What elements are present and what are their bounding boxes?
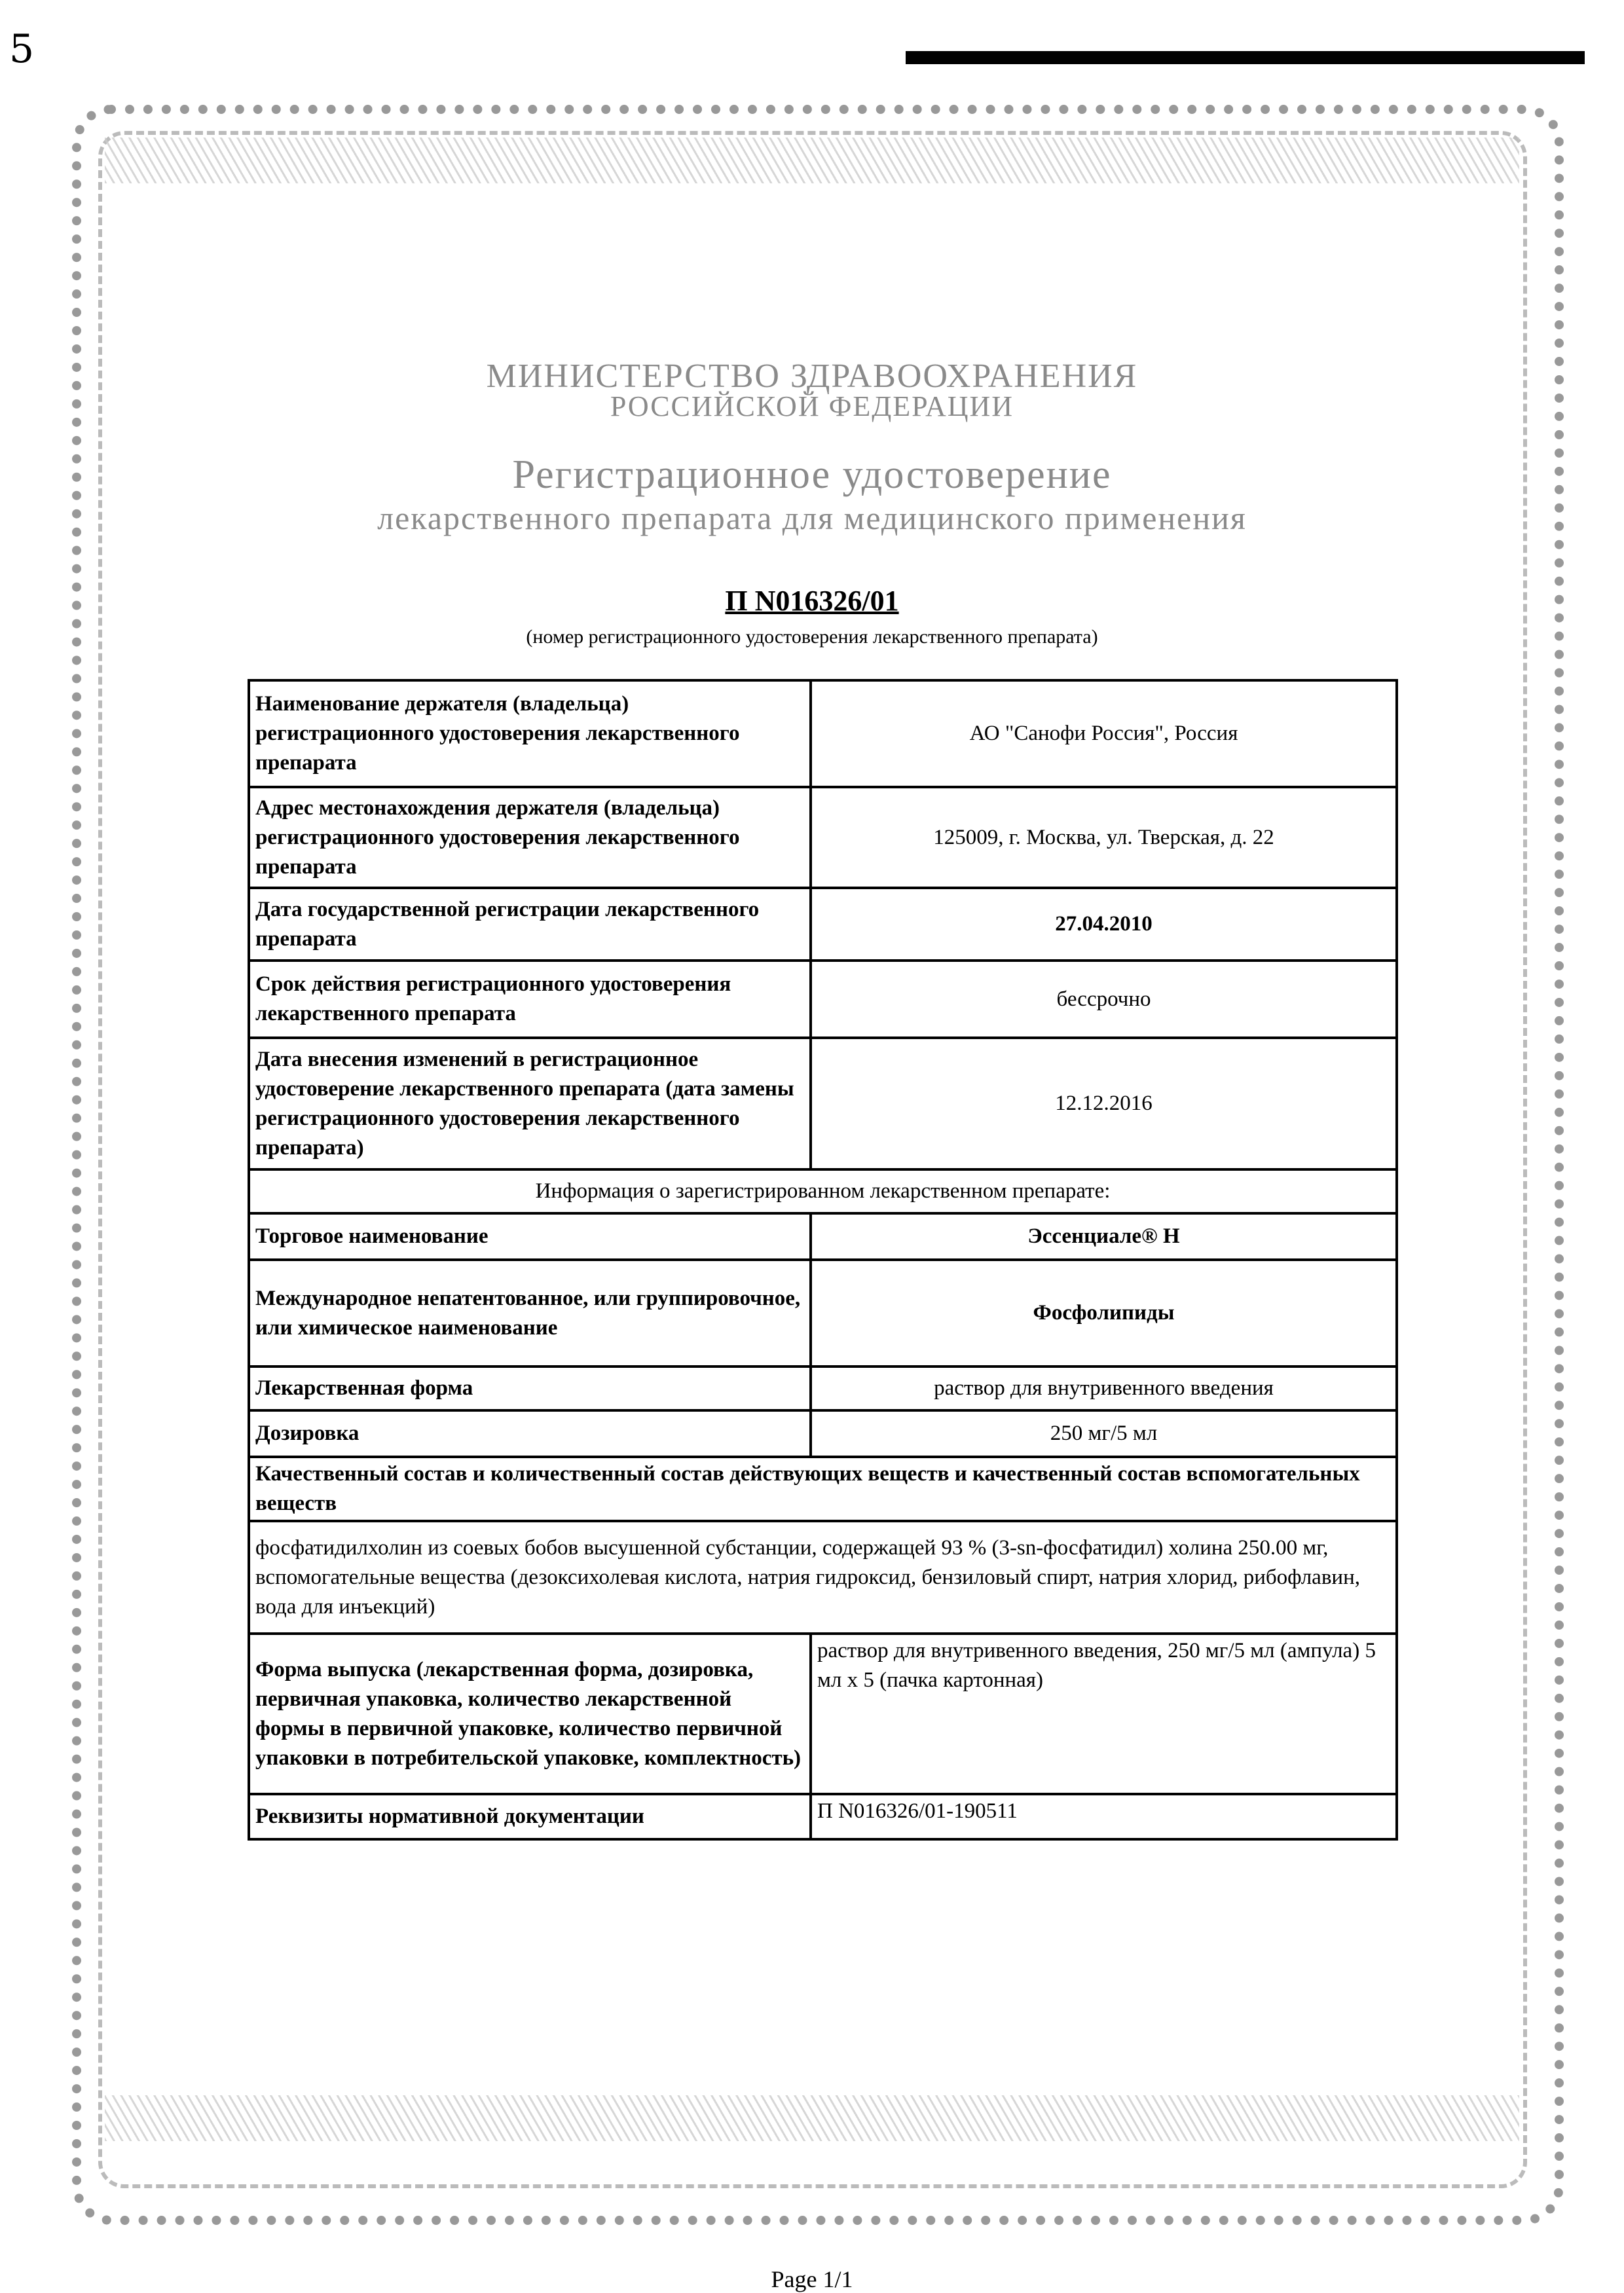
row-label: Адрес местонахождения держателя (владельца) регистрационного удостоверения лекарственного препарата (249, 787, 811, 888)
table-row (249, 1457, 1397, 1521)
row-label: Дата государственной регистрации лекарственного препарата (249, 888, 811, 961)
watermark-ministry: МИНИСТЕРСТВО ЗДРАВООХРАНЕНИЯ (486, 358, 1138, 395)
watermark-subtitle: лекарственного препарата для медицинского применения (377, 500, 1247, 536)
row-value: Фосфолипиды (811, 1260, 1397, 1367)
registration-number: П N016326/01 (725, 585, 899, 617)
table-row (249, 787, 1397, 888)
guilloche-band-top (105, 138, 1519, 183)
row-label: Наименование держателя (владельца) регистрационного удостоверения лекарственного препарата (249, 680, 811, 787)
row-label: Международное непатентованное, или группировочное, или химическое наименование (249, 1260, 811, 1367)
row-value: бессрочно (811, 961, 1397, 1038)
table-row (249, 1410, 1397, 1457)
row-value: раствор для внутривенного введения, 250 мг/5 мл (ампула) 5 мл х 5 (пачка картонная) (811, 1634, 1397, 1794)
table-row (249, 1521, 1397, 1634)
row-value: 12.12.2016 (811, 1038, 1397, 1169)
row-label: Дата внесения изменений в регистрационное удостоверение лекарственного препарата (дата замены регистрационного удостоверения лекарственного препарата) (249, 1038, 811, 1169)
row-label: Лекарственная форма (249, 1367, 811, 1410)
scan-edge-bar (906, 51, 1585, 64)
watermark-country: РОССИЙСКОЙ ФЕДЕРАЦИИ (610, 390, 1014, 422)
table-row (249, 1367, 1397, 1410)
row-label: Форма выпуска (лекарственная форма, дозировка, первичная упаковка, количество лекарственной формы в первичной упаковке, количество первичной упаковки в потребительской упаковке, комплектность) (249, 1634, 811, 1794)
row-label: Реквизиты нормативной документации (249, 1794, 811, 1839)
page-footer: Page 1/1 (771, 2266, 853, 2292)
row-value: АО "Санофи Россия", Россия (811, 680, 1397, 787)
table-row (249, 1169, 1397, 1213)
composition-text: фосфатидилхолин из соевых бобов высушенной субстанции, содержащей 93 % (3-sn-фосфатидил) холина 250.00 мг, вспомогательные вещества (дезоксихолевая кислота, натрия гидроксид, бензиловый спирт, натрия хлорид, рибофлавин, вода для инъекций) (249, 1521, 1397, 1634)
handwritten-page-mark: 5 (9, 26, 35, 72)
registration-number-caption: (номер регистрационного удостоверения лекарственного препарата) (526, 626, 1098, 648)
table-row (249, 1794, 1397, 1839)
row-label: Срок действия регистрационного удостоверения лекарственного препарата (249, 961, 811, 1038)
watermark-title: Регистрационное удостоверение (512, 452, 1112, 497)
table-row (249, 888, 1397, 961)
table-row (249, 1038, 1397, 1169)
table-row (249, 1260, 1397, 1367)
table-row (249, 1634, 1397, 1794)
row-label: Дозировка (249, 1410, 811, 1457)
row-label: Торговое наименование (249, 1213, 811, 1260)
row-value: 27.04.2010 (811, 888, 1397, 961)
guilloche-band-bottom (105, 2095, 1519, 2141)
table-row (249, 961, 1397, 1038)
row-value: Эссенциале® Н (811, 1213, 1397, 1260)
table-row (249, 680, 1397, 787)
row-value: раствор для внутривенного введения (811, 1367, 1397, 1410)
row-value: 125009, г. Москва, ул. Тверская, д. 22 (811, 787, 1397, 888)
composition-heading: Качественный состав и количественный состав действующих веществ и качественный состав вспомогательных веществ (249, 1457, 1397, 1521)
registration-table (248, 679, 1398, 1841)
table-row (249, 1213, 1397, 1260)
row-value: 250 мг/5 мл (811, 1410, 1397, 1457)
row-value: П N016326/01-190511 (811, 1794, 1397, 1839)
info-heading: Информация о зарегистрированном лекарственном препарате: (249, 1169, 1397, 1213)
